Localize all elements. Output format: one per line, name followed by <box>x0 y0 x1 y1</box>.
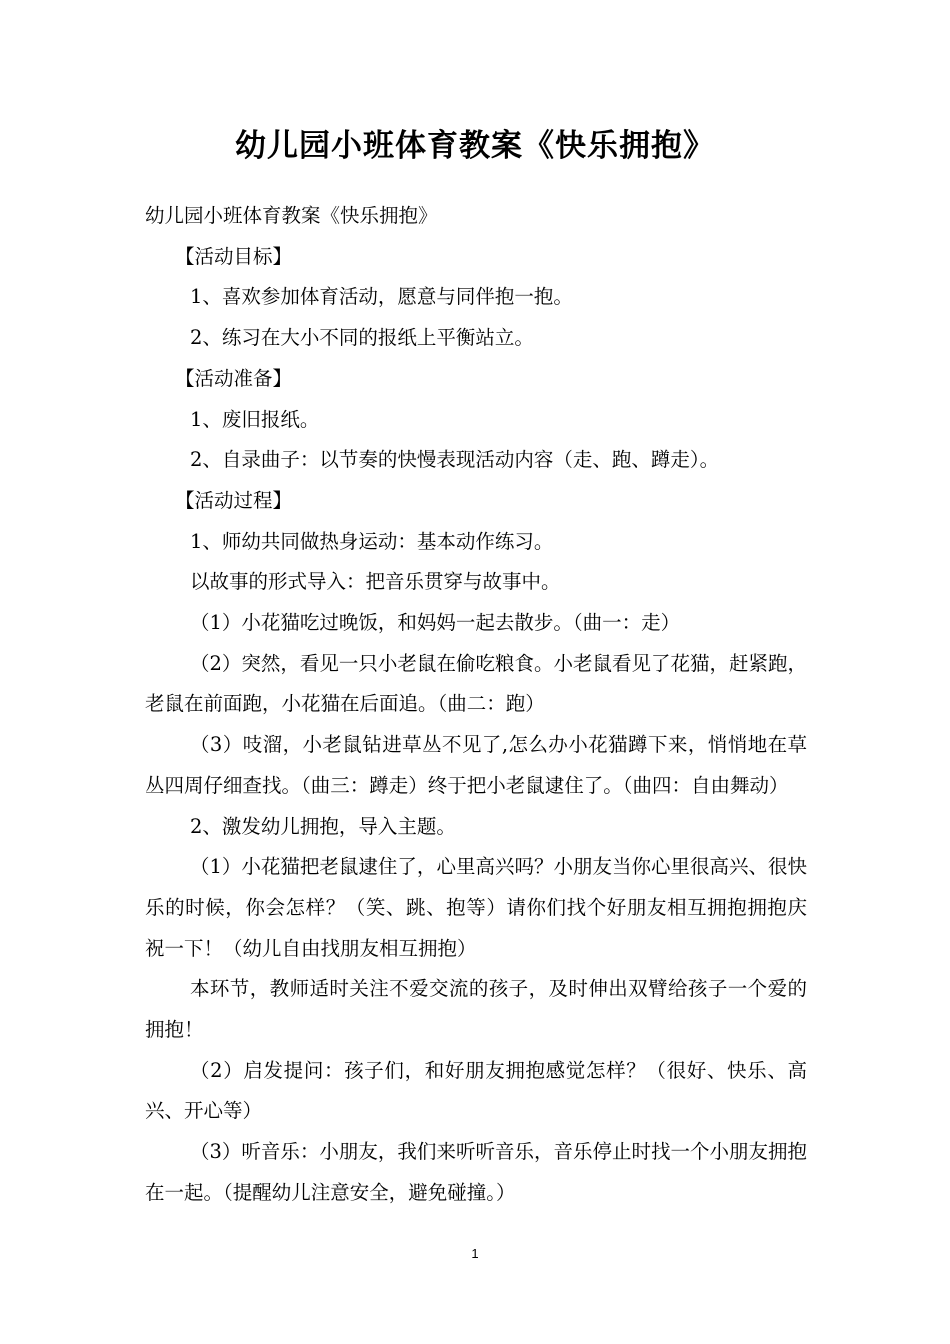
paragraph: 1、喜欢参加体育活动，愿意与同伴抱一抱。 <box>190 285 573 309</box>
section-heading-preparation: 【活动准备】 <box>175 366 293 390</box>
paragraph: 2、自录曲子：以节奏的快慢表现活动内容（走、跑、蹲走）。 <box>190 448 720 472</box>
section-heading-process: 【活动过程】 <box>175 488 293 512</box>
paragraph: （1）小花猫吃过晚饭，和妈妈一起去散步。（曲一：走） <box>190 611 681 635</box>
paragraph: 以故事的形式导入：把音乐贯穿与故事中。 <box>190 570 561 594</box>
document-body <box>145 196 807 1214</box>
paragraph: 2、激发幼儿拥抱，导入主题。 <box>190 814 456 838</box>
paragraph: （2）启发提问：孩子们，和好朋友拥抱感觉怎样？（很好、快乐、高兴、开心等） <box>145 1058 807 1123</box>
paragraph: 1、废旧报纸。 <box>190 407 320 431</box>
paragraph: （2）突然，看见一只小老鼠在偷吃粮食。小老鼠看见了花猫，赶紧跑，老鼠在前面跑，小花猫在后面追。（曲二：跑） <box>145 651 807 716</box>
section-heading-goals: 【活动目标】 <box>175 244 293 268</box>
paragraph: （3）听音乐：小朋友，我们来听听音乐，音乐停止时找一个小朋友拥抱在一起。（提醒幼儿注意安全，避免碰撞。） <box>145 1140 807 1204</box>
paragraph: （1）小花猫把老鼠逮住了，心里高兴吗？小朋友当你心里很高兴、很快乐的时候，你会怎样？（笑、跳、抱等）请你们找个好朋友相互拥抱拥抱庆祝一下！（幼儿自由找朋友相互拥抱） <box>145 855 807 960</box>
paragraph: 1、师幼共同做热身运动：基本动作练习。 <box>190 529 554 553</box>
paragraph: 本环节，教师适时关注不爱交流的孩子，及时伸出双臂给孩子一个爱的拥抱！ <box>145 977 807 1042</box>
paragraph: （3）吱溜，小老鼠钻进草丛不见了,怎么办小花猫蹲下来，悄悄地在草丛四周仔细查找。（曲三：蹲走）终于把小老鼠逮住了。（曲四：自由舞动） <box>145 733 807 797</box>
page-title: 幼儿园小班体育教案《快乐拥抱》 <box>235 128 715 164</box>
page-number: 1 <box>471 1246 479 1261</box>
paragraph: 2、练习在大小不同的报纸上平衡站立。 <box>190 326 534 350</box>
paragraph-subtitle: 幼儿园小班体育教案《快乐拥抱》 <box>145 204 438 227</box>
